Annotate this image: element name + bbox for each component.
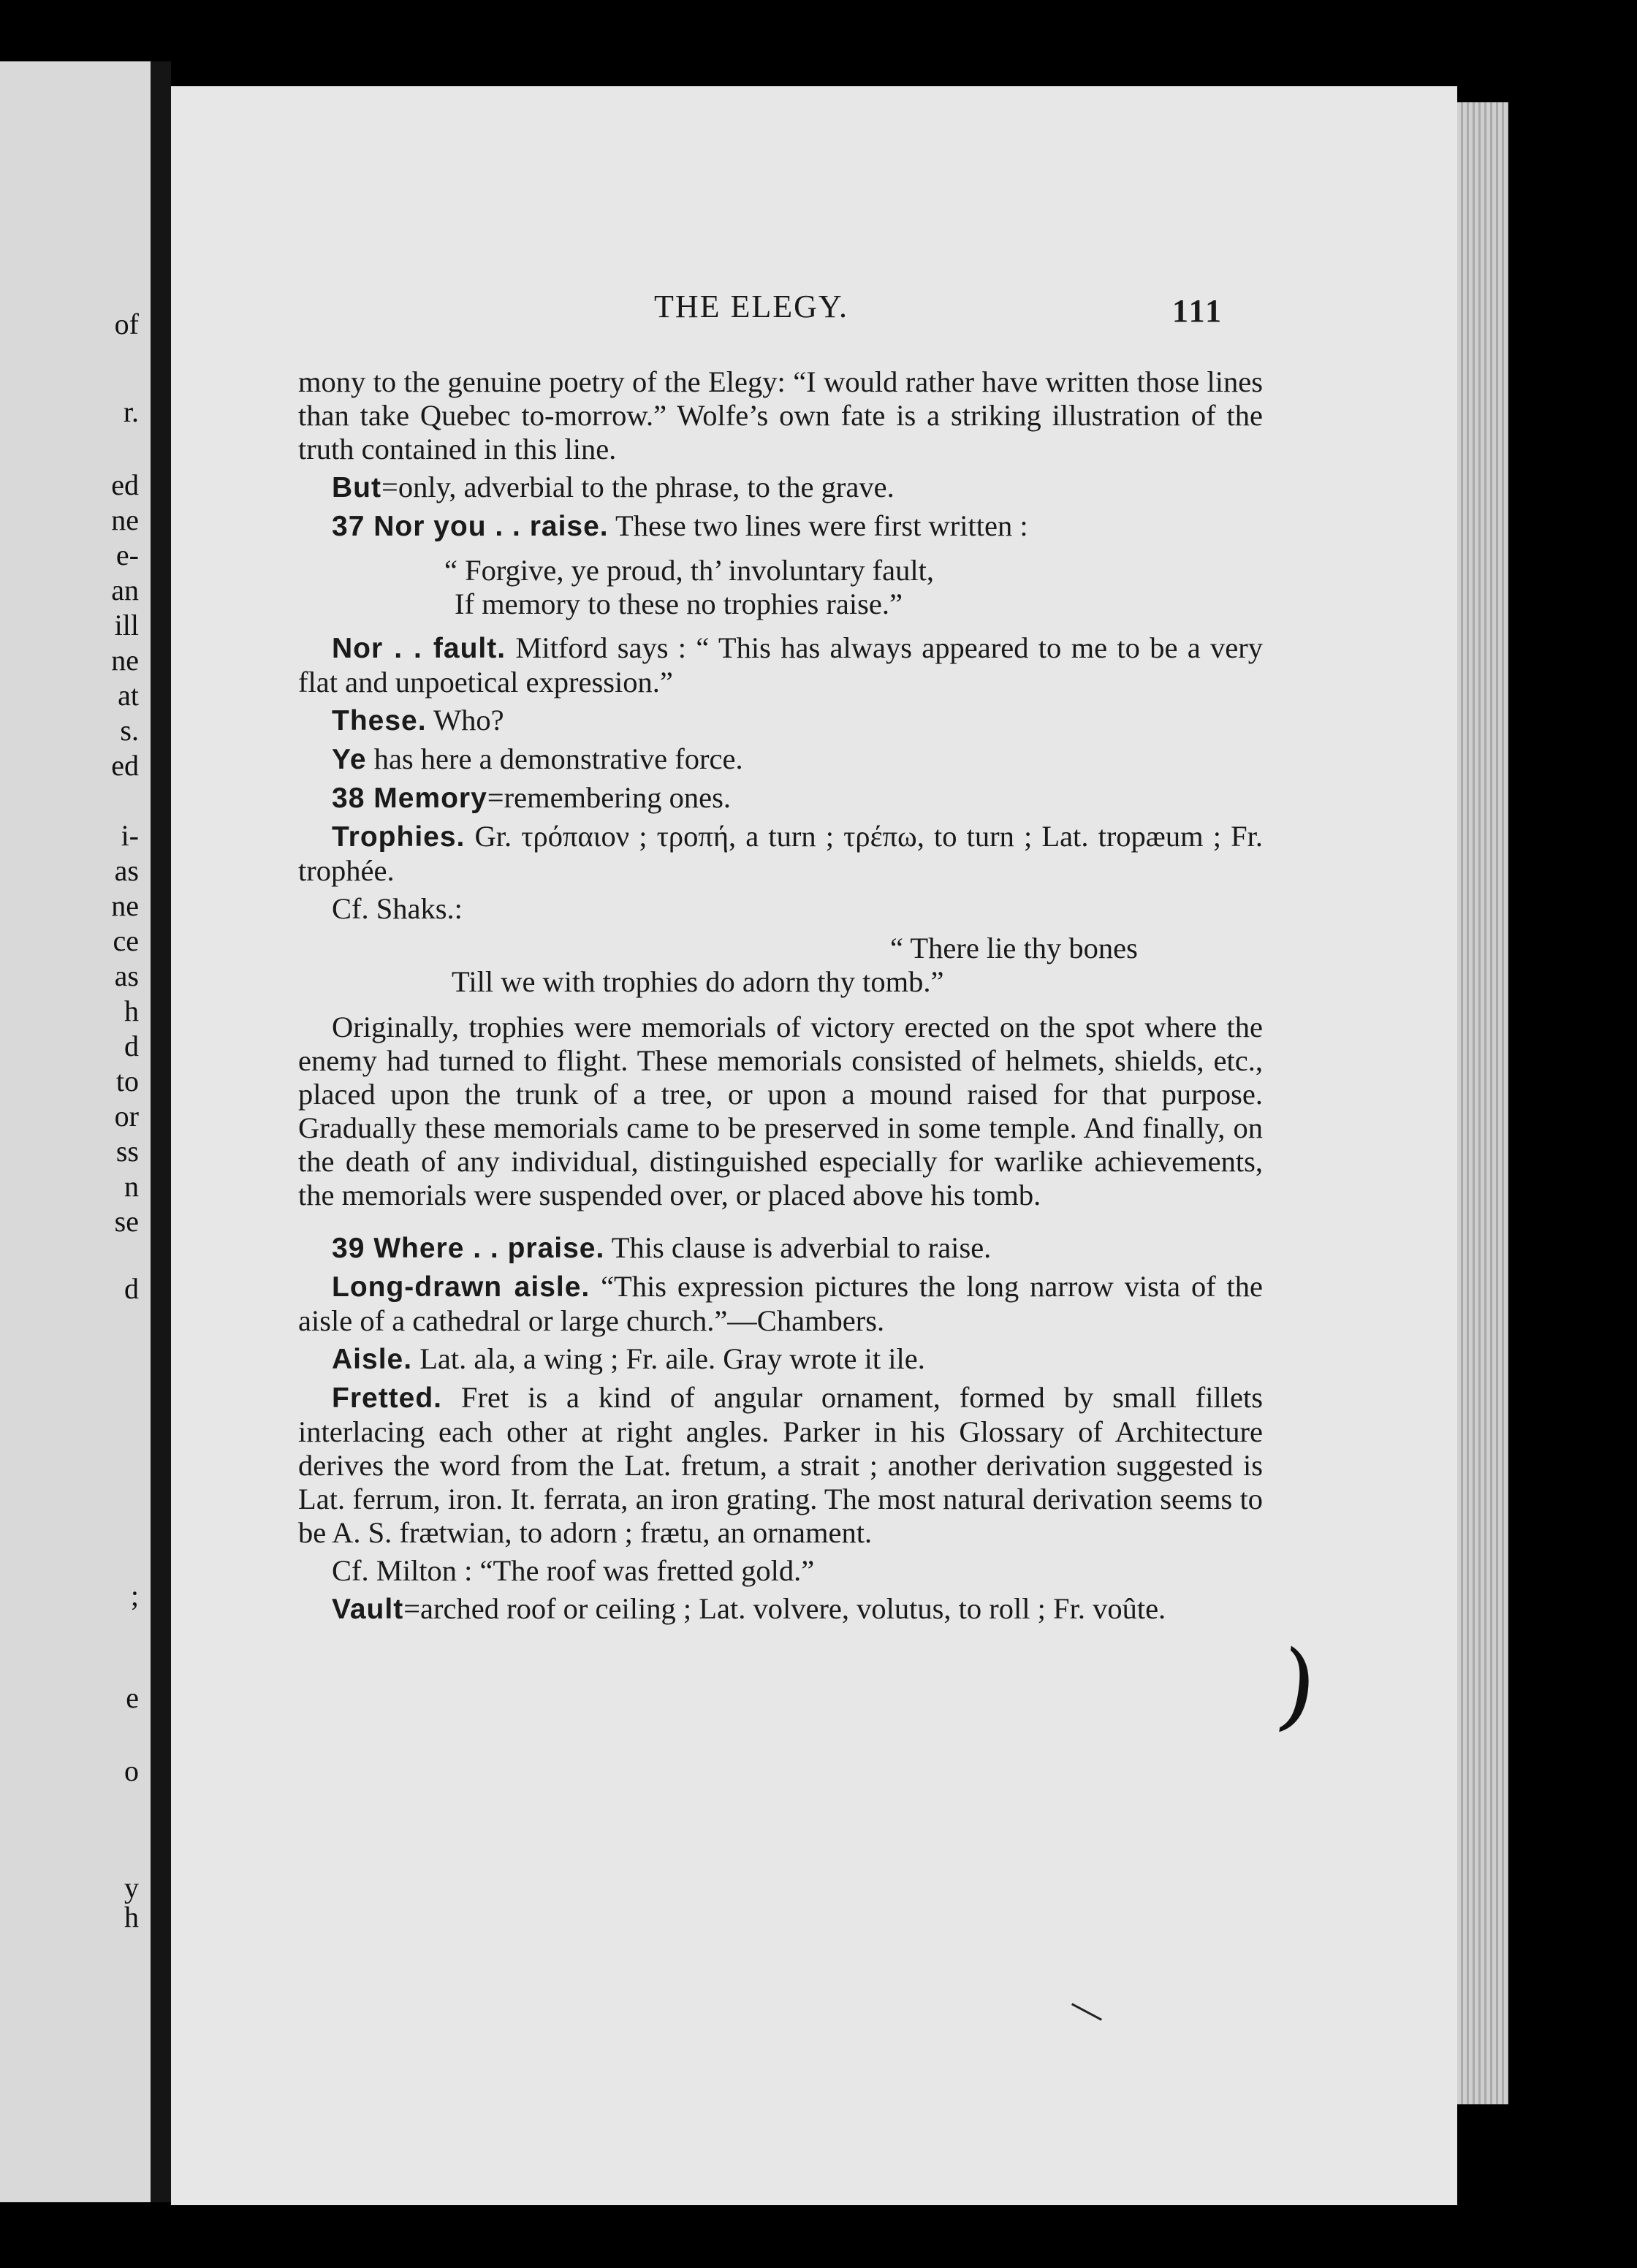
- paragraph-originally: Originally, trophies were memorials of victory erected on the spot where the enemy had turned to flight. These memorials consisted of helmets, shields, etc., placed upon the trunk of a tree, or upon a mound raised for that purpose. Gradually these memorials came to be preserved in some temple. And finally, on the death of any individual, distinguished especially for warlike achievements, the memorials were suspended over, or placed above his tomb.: [298, 1011, 1263, 1211]
- facing-page-fragment: ce: [113, 924, 139, 957]
- headword: Nor . . fault.: [332, 633, 506, 664]
- headword: Aisle.: [332, 1344, 413, 1375]
- paragraph-where: [298, 1231, 1263, 1266]
- facing-page-fragment: r.: [123, 395, 139, 428]
- facing-page-fragment: an: [111, 574, 139, 606]
- paragraph-text: =remembering ones.: [487, 781, 732, 814]
- facing-page-fragment: as: [114, 959, 139, 992]
- facing-page-fragment: i-: [121, 819, 139, 852]
- page-body: [298, 365, 1263, 1631]
- paragraph-but: [298, 471, 1263, 505]
- page-stack-edges: [1457, 102, 1508, 2104]
- paragraph-these: [298, 704, 1263, 738]
- facing-page-fragment: to: [115, 1065, 139, 1097]
- paragraph-text: Lat. ala, a wing ; Fr. aile. Gray wrote it ile.: [412, 1342, 925, 1375]
- headword: Fretted.: [332, 1382, 443, 1414]
- headword: These.: [332, 705, 427, 737]
- facing-page-fragment: of: [114, 308, 139, 340]
- facing-page-fragment: e: [126, 1681, 139, 1714]
- facing-page-fragment: ed: [111, 468, 139, 501]
- facing-page-fragment: at: [118, 679, 139, 712]
- paragraph-text: has here a demonstrative force.: [366, 742, 743, 775]
- quotation-line: Till we with trophies do adorn thy tomb.”: [452, 965, 944, 998]
- paragraph-trophies: [298, 820, 1263, 888]
- paragraph-text: “This expression pictures the long narrow vista of the aisle of a cathedral or large church.”—Chambers.: [298, 1270, 1263, 1337]
- facing-page-fragment: as: [114, 854, 139, 887]
- paragraph-cf-shaks: Cf. Shaks.:: [332, 892, 463, 925]
- quotation-block: [444, 554, 1263, 621]
- paragraph-nor-fault: [298, 631, 1263, 699]
- facing-page-fragment: s.: [120, 714, 139, 747]
- headword: 39 Where . . praise.: [332, 1233, 605, 1264]
- quotation-line: “ There lie thy bones: [890, 932, 1138, 964]
- facing-page-fragment: se: [114, 1205, 139, 1238]
- headword: 37 Nor you . . raise.: [332, 511, 609, 542]
- facing-page-fragment: y: [124, 1871, 139, 1904]
- headword: Vault: [332, 1594, 404, 1625]
- paragraph-memory: [298, 781, 1263, 815]
- paragraph-nor-you: [298, 509, 1263, 544]
- paragraph-text: Fret is a kind of angular ornament, formed by small fillets interlacing each other at right angles. Parker in his Glossary of Architecture derives the word from the Lat. fretum, a strait ; another derivation suggested is Lat. ferrum, iron. It. ferrata, an iron grating. The most natural derivation seems to be A. S. frætwian, to adorn ; frætu, an ornament.: [298, 1381, 1263, 1549]
- quotation-line: “ Forgive, ye proud, th’ involuntary fault,: [444, 554, 934, 587]
- facing-page-fragment: ill: [114, 609, 139, 642]
- paragraph-text: =only, adverbial to the phrase, to the grave.: [381, 471, 895, 503]
- paragraph-aisle: [298, 1342, 1263, 1377]
- facing-page-edge: [0, 61, 151, 2202]
- headword: Ye: [332, 744, 367, 775]
- facing-page-fragment: or: [114, 1100, 139, 1133]
- running-head: THE ELEGY.: [654, 289, 849, 324]
- paragraph-text: =arched roof or ceiling ; Lat. volvere, volutus, to roll ; Fr. voûte.: [403, 1592, 1166, 1625]
- paragraph-text: This clause is adverbial to raise.: [604, 1231, 992, 1264]
- book-gutter: [151, 61, 171, 2202]
- quotation-line: If memory to these no trophies raise.”: [455, 587, 903, 620]
- facing-page-fragment: o: [124, 1754, 139, 1787]
- facing-page-fragment: h: [124, 994, 139, 1027]
- facing-page-fragment: ne: [111, 503, 139, 536]
- paragraph-ye: [298, 742, 1263, 777]
- page-number: 111: [1172, 293, 1224, 329]
- facing-page-fragment: d: [124, 1272, 139, 1305]
- facing-page-fragment: ne: [111, 889, 139, 922]
- quotation-block: [452, 932, 1263, 999]
- paragraph-text: Mitford says : “ This has always appeared to me to be a very flat and unpoetical expression.”: [298, 631, 1263, 699]
- facing-page-fragment: ed: [111, 749, 139, 782]
- paragraph-text: These two lines were first written :: [608, 509, 1028, 542]
- paragraph-text: Gr. τρόπαιον ; τροπή, a turn ; τρέπω, to turn ; Lat. tropæum ; Fr. trophée.: [298, 820, 1263, 887]
- facing-page-fragment: d: [124, 1030, 139, 1062]
- paragraph-1: mony to the genuine poetry of the Elegy: “I would rather have written those lines than take Quebec to-morrow.” Wolfe’s own fate is a striking illustration of the truth contained in this line.: [298, 365, 1263, 465]
- paragraph-cf-milton: Cf. Milton : “The roof was fretted gold.”: [332, 1554, 815, 1587]
- paragraph-vault: [298, 1592, 1263, 1626]
- paragraph-text: Who?: [426, 704, 504, 737]
- headword: Long-drawn aisle.: [332, 1271, 590, 1303]
- paragraph-long-drawn: [298, 1270, 1263, 1338]
- facing-page-fragment: ;: [130, 1579, 139, 1612]
- facing-page-fragment: ne: [111, 644, 139, 677]
- headword: Trophies.: [332, 821, 466, 853]
- headword: But: [332, 472, 381, 503]
- paragraph-fretted: [298, 1381, 1263, 1550]
- pencil-margin-bracket: ): [1271, 1629, 1324, 1744]
- facing-page-fragment: e-: [115, 539, 139, 571]
- facing-page-fragment: h: [124, 1900, 139, 1933]
- facing-page-fragment: n: [124, 1170, 139, 1203]
- facing-page-fragment: ss: [115, 1135, 139, 1168]
- headword: 38 Memory: [332, 783, 487, 814]
